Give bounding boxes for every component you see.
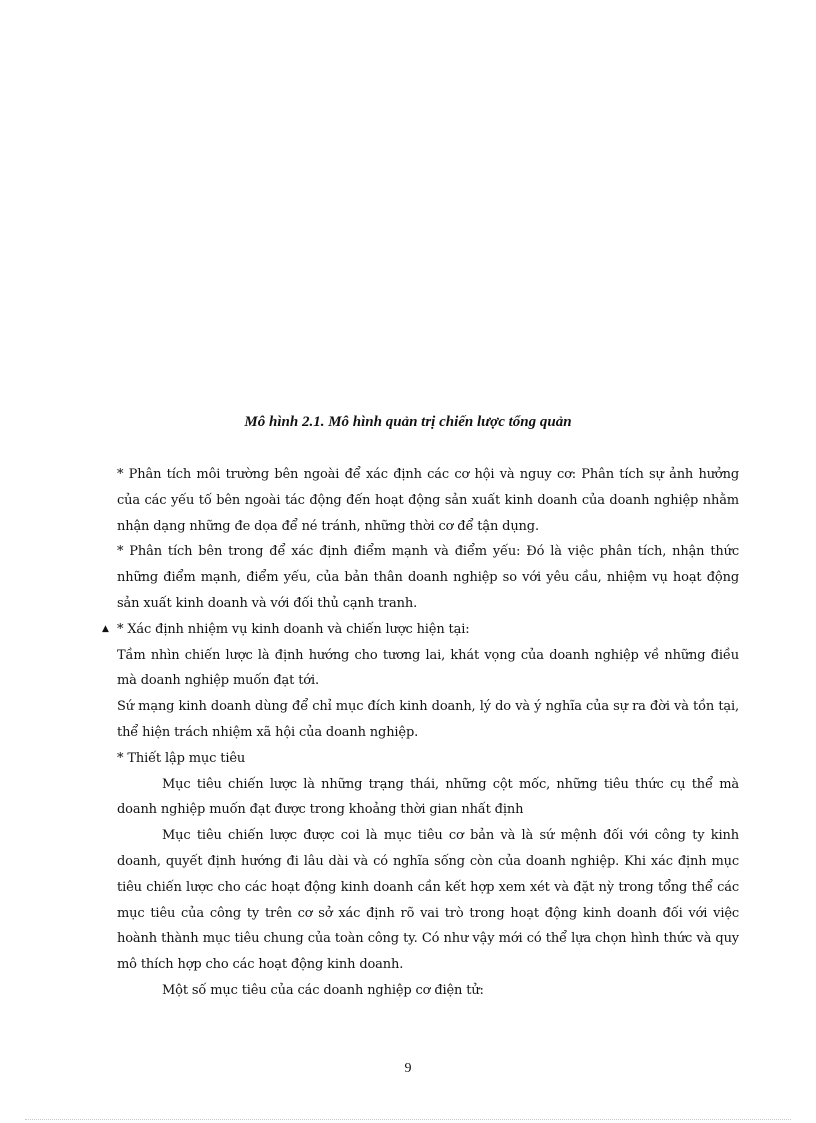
paragraph-mission-strategy-heading [102, 617, 739, 643]
page-bottom-divider [25, 1119, 791, 1120]
paragraph-strategic-objectives-definition: Mục tiêu chiến lược là những trạng thái, những cột mốc, những tiêu thức cụ thể mà doanh nghiệp muốn đạt được trong khoảng thời gian nhất định [117, 776, 739, 818]
paragraph-mission-strategy-heading-text: * Xác định nhiệm vụ kinh doanh và chiến lược hiện tại: [117, 621, 470, 637]
figure-caption: Mô hình 2.1. Mô hình quản trị chiến lược tổng quản [244, 414, 572, 430]
paragraph-internal-analysis: * Phân tích bên trong để xác định điểm mạnh và điểm yếu: Đó là việc phân tích, nhận thức những điểm mạnh, điểm yếu, của bản thân doanh nghiệp so với yêu cầu, nhiệm vụ hoạt động sản xuất kinh doanh và với đối thủ cạnh tranh. [117, 544, 739, 611]
triangle-marker-icon: ▲ [102, 623, 109, 634]
paragraph-strategic-objectives-role: Mục tiêu chiến lược được coi là mục tiêu cơ bản và là sứ mệnh đối với công ty kinh doanh, quyết định hướng đi lâu dài và có nghĩa sống còn của doanh nghiệp. Khi xác định mục tiêu chiến lược cho các hoạt động kinh doanh cần kết hợp xem xét và đặt nỳ trong tổng thể các mục tiêu của công ty trên cơ sở xác định rõ vai trò trong hoạt động kinh doanh đối với việc hoành thành mục tiêu chung của toàn công ty. Có như vậy mới có thể lựa chọn hình thức và quy mô thích hợp cho các hoạt động kinh doanh. [117, 828, 739, 973]
paragraph-external-analysis: * Phân tích môi trường bên ngoài để xác định các cơ hội và nguy cơ: Phân tích sự ảnh hưởng của các yếu tố bên ngoài tác động đến hoạt động sản xuất kinh doanh của doanh nghiệp nhằm nhận dạng những đe dọa để né tránh, những thời cơ để tận dụng. [117, 467, 739, 534]
paragraph-set-objectives-heading: * Thiết lập mục tiêu [117, 750, 246, 766]
paragraph-mechatronics-objectives-intro: Một số mục tiêu của các doanh nghiệp cơ điện tử: [162, 982, 484, 998]
paragraph-business-mission: Sứ mạng kinh doanh dùng để chỉ mục đích kinh doanh, lý do và ý nghĩa của sự ra đời và tồn tại, thể hiện trách nhiệm xã hội của doanh nghiệp. [117, 699, 739, 740]
paragraph-strategic-vision: Tầm nhìn chiến lược là định hướng cho tương lai, khát vọng của doanh nghiệp về những điều mà doanh nghiệp muốn đạt tới. [117, 647, 739, 689]
page-number: 9 [404, 1061, 412, 1076]
body-text [102, 462, 739, 1004]
